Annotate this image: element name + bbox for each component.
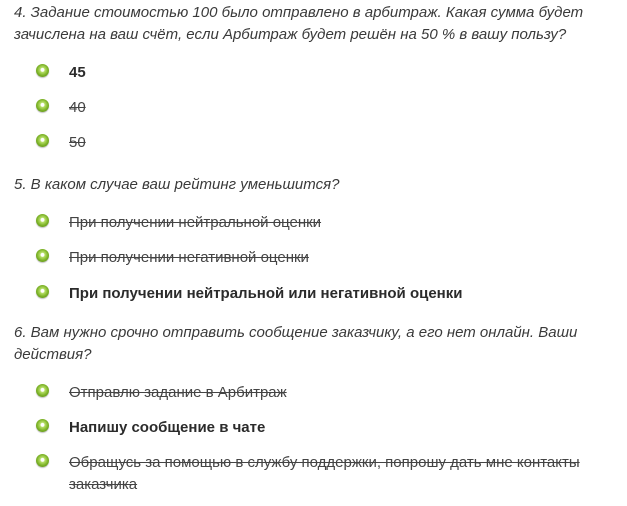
answer-item <box>36 283 621 305</box>
answer-item <box>36 382 621 404</box>
answer-text: При получении нейтральной или негативной оценки <box>69 285 463 302</box>
answer-item <box>36 247 621 269</box>
green-bullet-icon <box>36 64 49 77</box>
answer-text: 45 <box>69 64 86 81</box>
answer-item <box>36 212 621 234</box>
answer-text: При получении нейтральной оценки <box>69 214 322 231</box>
answer-text: При получении негативной оценки <box>69 249 309 266</box>
answer-item <box>36 452 621 496</box>
green-bullet-icon <box>36 384 49 397</box>
answer-text: Напишу сообщение в чате <box>69 419 266 436</box>
question-6: 6. Вам нужно срочно отправить сообщение заказчику, а его нет онлайн. Ваши действия? <box>14 324 578 363</box>
answer-text: Обращусь за помощью в службу поддержки, попрошу дать мне контакты заказчика <box>69 454 580 493</box>
question-5: 5. В каком случае ваш рейтинг уменьшится? <box>14 176 340 193</box>
answer-text: Отправлю задание в Арбитраж <box>69 384 287 401</box>
answer-item <box>36 62 621 84</box>
answer-text: 50 <box>69 134 86 151</box>
green-bullet-icon <box>36 285 49 298</box>
green-bullet-icon <box>36 134 49 147</box>
green-bullet-icon <box>36 214 49 227</box>
green-bullet-icon <box>36 99 49 112</box>
green-bullet-icon <box>36 249 49 262</box>
green-bullet-icon <box>36 419 49 432</box>
answer-item <box>36 417 621 439</box>
answer-item <box>36 132 621 154</box>
answer-item <box>36 97 621 119</box>
question-4: 4. Задание стоимостью 100 было отправлено в арбитраж. Какая сумма будет зачислена на ваш счёт, если Арбитраж будет решён на 50 % в вашу пользу? <box>14 4 584 43</box>
green-bullet-icon <box>36 454 49 467</box>
answer-text: 40 <box>69 99 86 116</box>
